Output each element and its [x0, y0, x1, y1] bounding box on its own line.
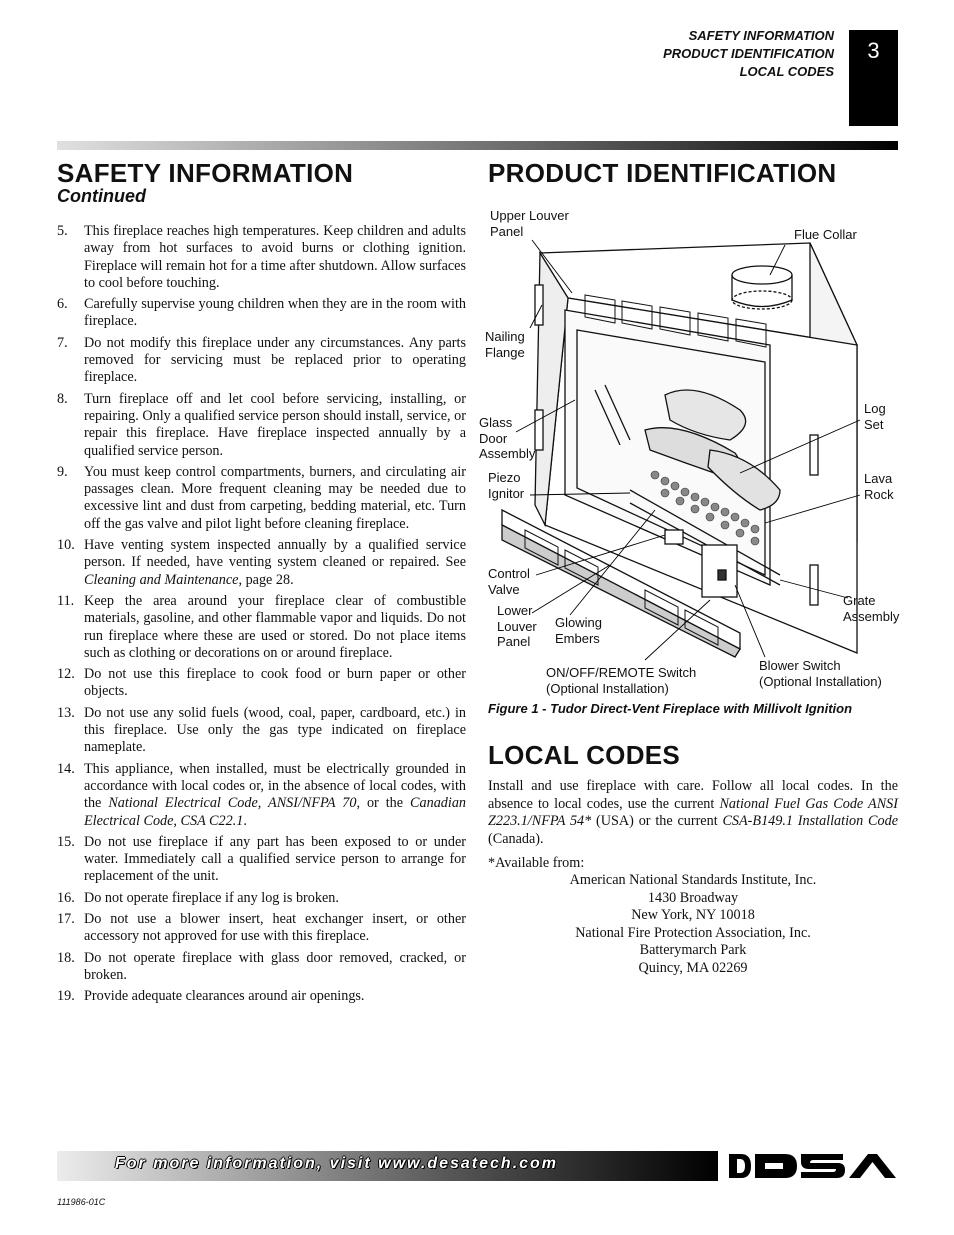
footer-website-text: For more information, visit www.desatech.com — [115, 1155, 559, 1172]
list-item: 10. Have venting system inspected annually by a qualified service person. If needed, have venting system cleaned or repaired. See Cleaning and Maintenance, page 28. — [57, 537, 466, 588]
list-item: 15. Do not use fireplace if any part has been exposed to or under water. Immediately call a qualified service person to arrange for replacement of the unit. — [57, 833, 466, 885]
list-item: 9. You must keep control compartments, burners, and circulating air passages clean. More frequent cleaning may be needed due to excessive lint and dust from carpeting, bedding material, etc. Turn off the gas valve and pilot light before cleaning fireplace. — [57, 463, 466, 532]
desa-logo-text: DESA — [725, 1150, 728, 1151]
header-line-safety: SAFETY INFORMATION — [688, 28, 834, 43]
fireplace-illustration — [480, 205, 900, 700]
list-item: 7. Do not modify this fireplace under any circumstances. Any parts removed for servicing must be replaced prior to operating fireplace. — [57, 334, 466, 386]
list-item: 11. Keep the area around your fireplace clear of combustible materials, gasoline, and other flammable vapor and liquids. Do not run fireplace where these are used or stored. Do not place items such as clothing or decorations on or around fireplace. — [57, 592, 466, 661]
local-codes-paragraph: Install and use fireplace with care. Follow all local codes. In the absence to local codes, use the current National Fuel Gas Code ANSI Z223.1/NFPA 54* (USA) or the current CSA-B149.1 Installation Code (Canada). — [488, 778, 898, 847]
list-item: 12. Do not use this fireplace to cook food or burn paper or other objects. — [57, 666, 466, 700]
running-header — [663, 27, 834, 81]
product-heading: PRODUCT IDENTIFICATION — [488, 158, 837, 188]
list-item: 19. Provide adequate clearances around air openings. — [57, 988, 365, 1005]
list-item: 13. Do not use any solid fuels (wood, coal, paper, cardboard, etc.) in this fireplace. Use only the gas type indicated on fireplace nameplate. — [57, 704, 466, 756]
list-item: 8. Turn fireplace off and let cool before servicing, installing, or repairing. Only a qualified service person should install, service, or repair this fireplace. Have fireplace inspected annually by a qualified service person. — [57, 390, 466, 459]
label-nailing-flange: Nailing Flange — [485, 329, 525, 360]
document-number: 111986-01C — [57, 1197, 106, 1207]
header-line-product: PRODUCT IDENTIFICATION — [663, 46, 834, 61]
page-number: 3 — [867, 38, 880, 63]
desa-logo — [725, 1150, 900, 1182]
available-from: *Available from: — [488, 855, 585, 871]
list-item: 16. Do not operate fireplace if any log is broken. — [57, 889, 339, 906]
label-lava-rock: Lava Rock — [864, 471, 894, 502]
list-item: 6. Carefully supervise young children when they are in the room with fireplace. — [57, 296, 466, 330]
address-block: American National Standards Institute, Inc. 1430 Broadway New York, NY 10018 National Fire Protection Association, Inc. Batterymarch Park Quincy, MA 02269 — [569, 872, 817, 976]
label-grate-assembly: Grate Assembly — [843, 593, 900, 624]
figure-caption: Figure 1 - Tudor Direct-Vent Fireplace with Millivolt Ignition — [488, 701, 853, 716]
list-item: 17. Do not use a blower insert, heat exchanger insert, or other accessory not approved for use with this fireplace. — [57, 910, 466, 945]
safety-list — [57, 223, 466, 1009]
local-codes-heading: LOCAL CODES — [488, 740, 681, 770]
label-on-off-switch: ON/OFF/REMOTE Switch (Optional Installation) — [546, 665, 697, 696]
continued-subheading: Continued — [57, 186, 146, 206]
label-log-set: Log Set — [864, 401, 886, 432]
label-control-valve: Control Valve — [488, 566, 530, 597]
label-piezo-ignitor: Piezo Ignitor — [488, 470, 525, 501]
safety-heading: SAFETY INFORMATION — [57, 158, 354, 188]
list-item: 5. This fireplace reaches high temperatures. Keep children and adults away from hot surfaces to avoid burns or clothing ignition. Fireplace will remain hot for a time after shutdown. Allow surfaces to cool before touching. — [57, 223, 466, 291]
list-item: 18. Do not operate fireplace with glass door removed, cracked, or broken. — [57, 949, 466, 983]
list-item: 14. This appliance, when installed, must be electrically grounded in accordance with local codes or, in the absence of local codes, with the National Electrical Code, ANSI/NFPA 70, or the Canadian Electrical Code, CSA C22.1. — [57, 760, 467, 829]
page-number-tab — [849, 30, 898, 126]
label-upper-louver: Upper Louver Panel — [490, 208, 569, 239]
header-rule — [57, 141, 898, 150]
label-lower-louver: Lower Louver Panel — [497, 603, 537, 649]
label-glass-door: Glass Door Assembly — [479, 415, 536, 461]
label-glowing-embers: Glowing Embers — [555, 615, 602, 646]
header-line-local: LOCAL CODES — [739, 64, 834, 79]
label-blower-switch: Blower Switch (Optional Installation) — [759, 658, 882, 689]
label-flue-collar: Flue Collar — [794, 227, 857, 242]
